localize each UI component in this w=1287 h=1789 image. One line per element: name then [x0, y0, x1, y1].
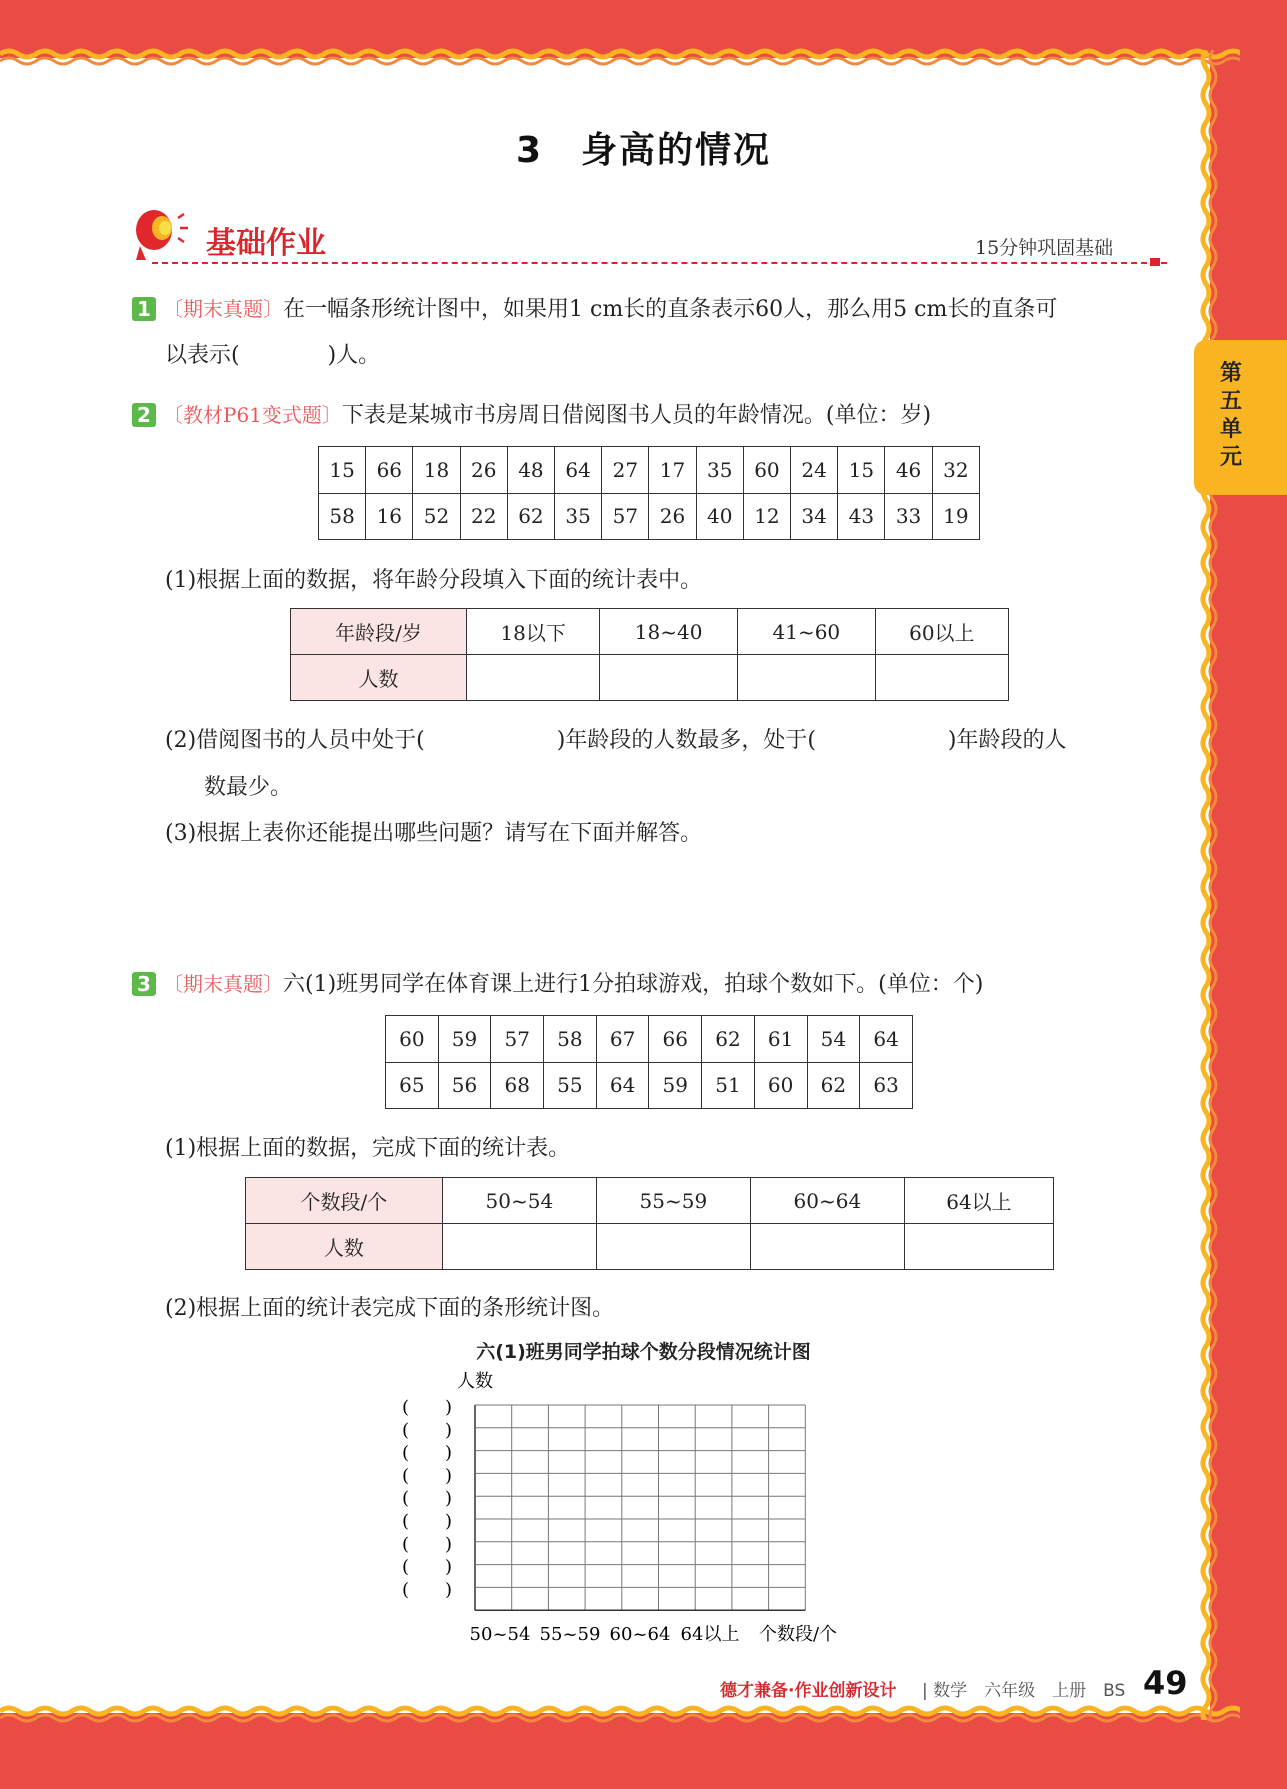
q1-text: 在一幅条形统计图中，如果用1 cm长的直条表示60人，那么用5 cm长的直条可: [283, 297, 1058, 322]
data-cell: 58: [319, 493, 366, 540]
megaphone-icon: [132, 206, 196, 262]
q2-text: 下表是某城市书房周日借阅图书人员的年龄情况。(单位：岁): [341, 403, 932, 428]
data-cell: 65: [386, 1062, 439, 1109]
data-cell: 61: [754, 1016, 807, 1063]
y-tick-label: ( ): [402, 1579, 453, 1601]
data-cell: 33: [885, 493, 932, 540]
q1-tag: 〔期末真题〕: [163, 297, 283, 321]
y-tick-label: ( ): [402, 1397, 453, 1418]
q2-answer-cell[interactable]: [737, 655, 875, 701]
y-tick-label: ( ): [402, 1511, 453, 1532]
q3-stat-table: [245, 1177, 1054, 1270]
data-cell: 34: [791, 493, 838, 540]
right-wave-border: [1196, 50, 1224, 1720]
x-axis-label: 个数段/个: [758, 1624, 838, 1646]
q2-number: 2: [132, 403, 156, 427]
y-tick-label: ( ): [402, 1533, 453, 1555]
q2-sub3: (3)根据上表你还能提出哪些问题？请写在下面并解答。: [165, 821, 703, 846]
data-cell: 63: [860, 1062, 913, 1109]
page-title: 3 身高的情况: [515, 130, 772, 171]
unit-tab: [1194, 340, 1287, 495]
data-cell: 60: [743, 447, 790, 494]
bar-chart: [390, 1360, 910, 1660]
section-title: 基础作业: [206, 226, 326, 261]
q3-answer-cell[interactable]: [904, 1224, 1053, 1270]
data-cell: 64: [860, 1016, 913, 1063]
table-header-cell: 41~60: [737, 609, 875, 655]
data-cell: 67: [596, 1016, 649, 1063]
data-cell: 15: [838, 447, 885, 494]
data-cell: 22: [460, 493, 507, 540]
data-cell: 24: [791, 447, 838, 494]
q2-tag: 〔教材P61变式题〕: [163, 403, 342, 427]
footer-brand: 德才兼备·作业创新设计: [720, 1681, 897, 1701]
y-tick-label: ( ): [402, 1442, 453, 1464]
y-tick-label: ( ): [402, 1419, 453, 1441]
data-cell: 16: [366, 493, 413, 540]
chart-title: 六(1)班男同学拍球个数分段情况统计图: [476, 1341, 811, 1363]
data-cell: 48: [507, 447, 554, 494]
data-cell: 59: [649, 1062, 702, 1109]
q3-answer-cell[interactable]: [750, 1224, 904, 1270]
y-tick-label: ( ): [402, 1556, 453, 1578]
data-cell: 64: [555, 447, 602, 494]
q3-sub2: (2)根据上面的统计表完成下面的条形统计图。: [165, 1296, 615, 1321]
q2-answer-cell[interactable]: [467, 655, 600, 701]
q3-answer-cell[interactable]: [596, 1224, 750, 1270]
data-cell: 32: [932, 447, 979, 494]
y-tick-label: ( ): [402, 1465, 453, 1487]
table-header-cell: 60~64: [750, 1178, 904, 1224]
bottom-wave-border: [0, 1703, 1240, 1727]
q2-row-label: 人数: [291, 655, 467, 701]
section-divider: [152, 262, 1167, 264]
x-tick-label: 64以上: [680, 1624, 740, 1646]
data-cell: 27: [602, 447, 649, 494]
q1-number: 1: [132, 297, 156, 321]
data-cell: 58: [544, 1016, 597, 1063]
section-subtitle: 15分钟巩固基础: [975, 237, 1114, 259]
data-cell: 46: [885, 447, 932, 494]
data-cell: 52: [413, 493, 460, 540]
q3-number: 3: [132, 972, 156, 996]
q3-answer-cell[interactable]: [442, 1224, 596, 1270]
x-tick-label: 50~54: [469, 1624, 531, 1646]
q3-row-label: 人数: [246, 1224, 443, 1270]
data-cell: 59: [438, 1016, 491, 1063]
data-cell: 18: [413, 447, 460, 494]
table-header-cell: 60以上: [875, 609, 1008, 655]
footer-info: | 数学 六年级 上册 BS: [922, 1681, 1126, 1701]
divider-end-mark: [1150, 258, 1160, 266]
data-cell: 17: [649, 447, 696, 494]
data-cell: 66: [649, 1016, 702, 1063]
q2-answer-cell[interactable]: [875, 655, 1008, 701]
data-cell: 54: [807, 1016, 860, 1063]
table-header-cell: 50~54: [442, 1178, 596, 1224]
y-tick-label: ( ): [402, 1488, 453, 1510]
data-cell: 40: [696, 493, 743, 540]
q3-sub1: (1)根据上面的数据，完成下面的统计表。: [165, 1136, 571, 1161]
table-header-label: 个数段/个: [246, 1178, 443, 1224]
q2-sub1: (1)根据上面的数据，将年龄分段填入下面的统计表中。: [165, 568, 703, 593]
page-number: 49: [1143, 1664, 1188, 1702]
q2-stat-table: [290, 608, 1009, 701]
data-cell: 60: [386, 1016, 439, 1063]
top-wave-border: [0, 44, 1240, 68]
data-cell: 57: [602, 493, 649, 540]
data-cell: 19: [932, 493, 979, 540]
data-cell: 26: [649, 493, 696, 540]
y-axis-label: 人数: [457, 1371, 493, 1392]
unit-tab-label: 第五单元: [1220, 361, 1243, 470]
x-tick-label: 55~59: [539, 1624, 601, 1646]
data-cell: 60: [754, 1062, 807, 1109]
data-cell: 62: [702, 1016, 755, 1063]
q3-heading: [132, 967, 983, 998]
data-cell: 64: [596, 1062, 649, 1109]
data-cell: 62: [807, 1062, 860, 1109]
data-cell: 26: [460, 447, 507, 494]
table-header-cell: 55~59: [596, 1178, 750, 1224]
q3-data-table: [385, 1015, 913, 1109]
data-cell: 55: [544, 1062, 597, 1109]
q2-answer-cell[interactable]: [600, 655, 738, 701]
data-cell: 43: [838, 493, 885, 540]
q2-data-table: [318, 446, 980, 540]
table-header-label: 年龄段/岁: [291, 609, 467, 655]
data-cell: 12: [743, 493, 790, 540]
q2-heading: [132, 398, 931, 429]
q2-sub2-line1: (2)借阅图书的人员中处于( )年龄段的人数最多，处于( )年龄段的人: [165, 728, 1067, 753]
data-cell: 35: [555, 493, 602, 540]
data-cell: 62: [507, 493, 554, 540]
data-cell: 35: [696, 447, 743, 494]
data-cell: 68: [491, 1062, 544, 1109]
q2-sub2-line2: 数最少。: [204, 775, 293, 800]
q1-line2: 以表示( )人。: [165, 343, 381, 368]
data-cell: 57: [491, 1016, 544, 1063]
q3-text: 六(1)班男同学在体育课上进行1分拍球游戏，拍球个数如下。(单位：个): [283, 972, 984, 997]
table-header-cell: 18以下: [467, 609, 600, 655]
x-tick-label: 60~64: [609, 1624, 671, 1646]
q3-tag: 〔期末真题〕: [163, 972, 283, 996]
data-cell: 15: [319, 447, 366, 494]
table-header-cell: 64以上: [904, 1178, 1053, 1224]
data-cell: 66: [366, 447, 413, 494]
data-cell: 51: [702, 1062, 755, 1109]
table-header-cell: 18~40: [600, 609, 738, 655]
data-cell: 56: [438, 1062, 491, 1109]
q1-line1: [132, 292, 1057, 323]
